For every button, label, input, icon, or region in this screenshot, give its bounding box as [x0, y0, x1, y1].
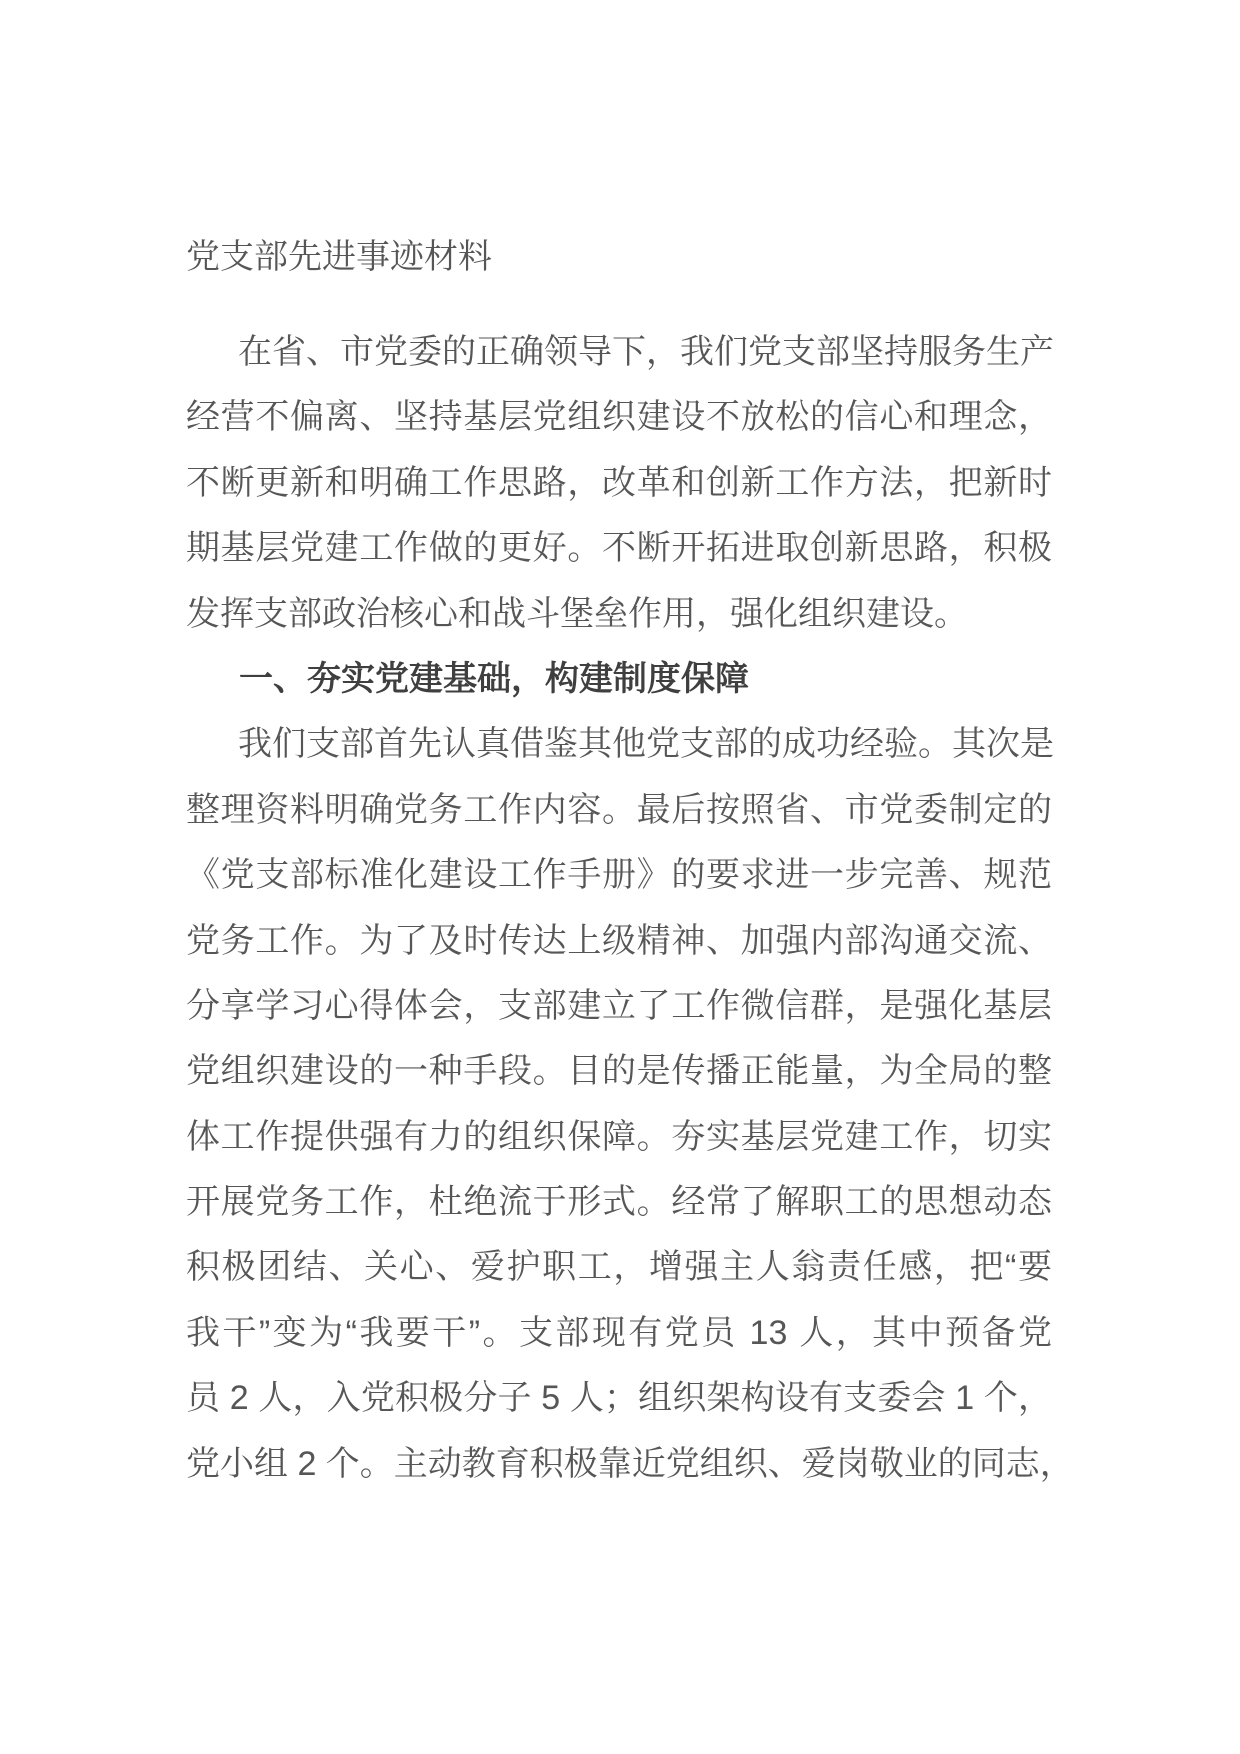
- text-line: 期基层党建工作做的更好。不断开拓进取创新思路，积极: [186, 529, 1052, 568]
- text-line: 党组织建设的一种手段。目的是传播正能量，为全局的整: [186, 1052, 1052, 1091]
- text-line: 不断更新和明确工作思路，改革和创新工作方法，把新时: [186, 463, 1052, 502]
- paragraph: [186, 320, 1052, 647]
- text-line: 我们支部首先认真借鉴其他党支部的成功经验。其次是: [238, 725, 1054, 764]
- document-title: 党支部先进事迹材料: [186, 238, 492, 276]
- text-line: 党小组 2 个。主动教育积极靠近党组织、爱岗敬业的同志，: [186, 1444, 1074, 1483]
- text-line: 开展党务工作，杜绝流于形式。经常了解职工的思想动态: [186, 1183, 1052, 1222]
- text-line: 经营不偏离、坚持基层党组织建设不放松的信心和理念，: [186, 398, 1052, 437]
- text-line: 员 2 人，入党积极分子 5 人；组织架构设有支委会 1 个，: [186, 1379, 1052, 1418]
- text-line: 我干”变为“我要干”。支部现有党员 13 人，其中预备党: [186, 1313, 1052, 1352]
- section-heading: 一、夯实党建基础，构建制度保障: [239, 659, 749, 698]
- document-body: [186, 320, 1074, 1497]
- text-line: 体工作提供强有力的组织保障。夯实基层党建工作，切实: [186, 1117, 1052, 1156]
- text-line: 党务工作。为了及时传达上级精神、加强内部沟通交流、: [186, 921, 1052, 960]
- paragraph: [186, 712, 1074, 1497]
- text-line: 整理资料明确党务工作内容。最后按照省、市党委制定的: [186, 790, 1052, 829]
- text-line: 发挥支部政治核心和战斗堡垒作用，强化组织建设。: [186, 594, 968, 633]
- text-line: 分享学习心得体会，支部建立了工作微信群，是强化基层: [186, 986, 1052, 1025]
- text-line: 积极团结、关心、爱护职工，增强主人翁责任感，把“要: [186, 1248, 1052, 1287]
- text-line: 在省、市党委的正确领导下，我们党支部坚持服务生产: [238, 333, 1054, 371]
- text-line: 《党支部标准化建设工作手册》的要求进一步完善、规范: [186, 856, 1052, 895]
